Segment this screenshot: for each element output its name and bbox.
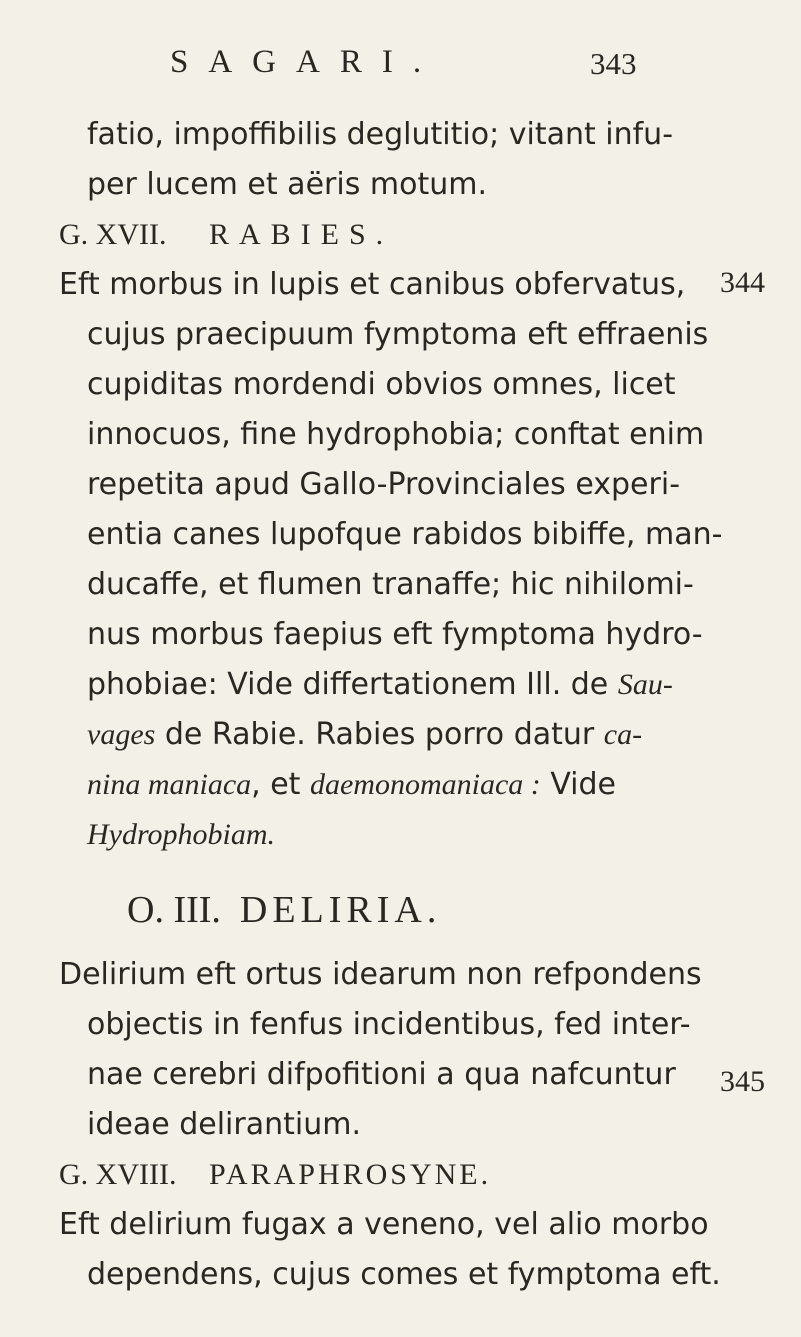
text-line: ducaffe, et flumen tranaffe; hic nihilomi-: [87, 567, 694, 602]
text-line: innocuos, fine hydrophobia; conftat enim: [87, 417, 705, 452]
text-line: entia canes lupofque rabidos bibiffe, man-: [87, 517, 723, 552]
margin-number-344: 344: [720, 266, 765, 299]
text-line: [59, 660, 679, 710]
text-span: phobiae: Vide differtationem Ill. de: [87, 667, 618, 702]
text-line: dependens, cujus comes et fymptoma eft.: [87, 1257, 721, 1292]
text-span: de Rabie. Rabies porro datur: [155, 717, 604, 752]
text-line: Hydrophobiam.: [87, 818, 276, 851]
text-line: ideae delirantium.: [87, 1107, 361, 1142]
order-title: DELIRIA.: [239, 889, 442, 931]
order-number: O. III.: [127, 889, 221, 931]
page-number: 343: [590, 46, 637, 81]
running-head: SAGARI.: [170, 44, 442, 80]
italic-span: ca-: [603, 718, 643, 751]
text-line: [59, 710, 679, 760]
text-line: nus morbus faepius eft fymptoma hydro-: [87, 617, 703, 652]
text-line: cupiditas mordendi obvios omnes, licet: [87, 367, 676, 402]
order-heading-deliria: [59, 860, 679, 950]
genus-title: PARAPHROSYNE.: [209, 1158, 492, 1191]
genus-number: G. XVII.: [59, 218, 167, 251]
text-line: objectis in fenfus incidentibus, fed inter-: [87, 1007, 691, 1042]
italic-span: vages: [87, 718, 156, 751]
text-line: Eft delirium fugax a veneno, vel alio morbo: [59, 1207, 709, 1242]
text-line: cujus praecipuum fymptoma eft effraenis: [87, 317, 709, 352]
italic-span: Sau-: [617, 668, 673, 701]
text-span: Vide: [540, 767, 617, 802]
text-line: nae cerebri difpofitioni a qua nafcuntur: [87, 1057, 676, 1092]
genus-heading-paraphrosyne: [59, 1150, 679, 1200]
genus-number: G. XVIII.: [59, 1158, 177, 1191]
genus-heading-rabies: [59, 210, 679, 260]
body-text: [59, 110, 723, 1300]
text-line: repetita apud Gallo-Provinciales experi-: [87, 467, 681, 502]
genus-title: RABIES.: [209, 218, 394, 251]
text-line: Eft morbus in lupis et canibus obfervatus,: [59, 267, 686, 302]
text-line: fatio, impoffibilis deglutitio; vitant infu-: [87, 117, 674, 152]
text-span: , et: [251, 767, 310, 802]
page-header: [170, 44, 670, 94]
text-line: per lucem et aëris motum.: [87, 167, 487, 202]
text-line: [59, 760, 679, 810]
text-line: Delirium eft ortus idearum non refpondens: [59, 957, 702, 992]
italic-span: nina maniaca: [87, 768, 252, 801]
margin-number-345: 345: [720, 1065, 765, 1098]
italic-span: daemonomaniaca :: [309, 768, 541, 801]
